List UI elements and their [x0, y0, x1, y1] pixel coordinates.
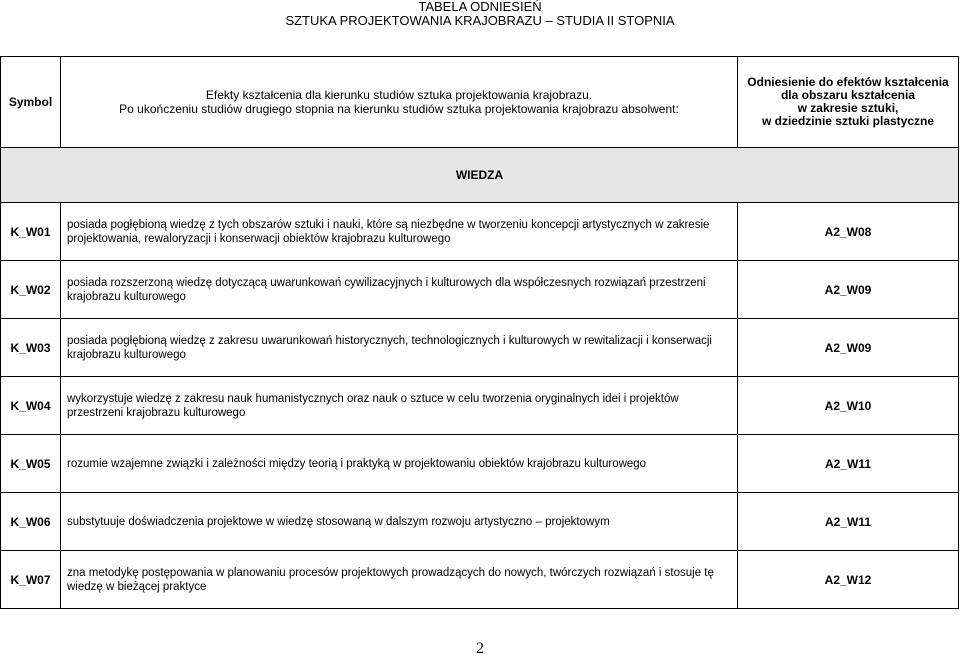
document-title: TABELA ODNIESIEŃ — [418, 0, 542, 14]
header-reference-line: Odniesienie do efektów kształcenia — [747, 75, 949, 89]
row-reference: A2_W10 — [738, 377, 959, 435]
row-reference: A2_W09 — [738, 261, 959, 319]
table-row — [1, 319, 959, 377]
header-effects — [61, 57, 738, 148]
section-row — [1, 148, 959, 203]
document-subtitle: SZTUKA PROJEKTOWANIA KRAJOBRAZU – STUDIA II STOPNIA — [285, 13, 675, 28]
row-symbol: K_W01 — [1, 203, 61, 261]
header-symbol: Symbol — [1, 57, 61, 148]
table-header-row — [1, 57, 959, 148]
table-row — [1, 551, 959, 609]
table-row — [1, 435, 959, 493]
table-row — [1, 493, 959, 551]
page-title — [0, 0, 960, 28]
row-description: posiada pogłębioną wiedzę z zakresu uwarunkowań historycznych, technologicznych i kulturowych w rewitalizacji i konserwacji krajobrazu kulturowego — [61, 319, 738, 377]
header-reference-line: w zakresie sztuki, — [797, 101, 899, 115]
row-reference: A2_W09 — [738, 319, 959, 377]
section-label: WIEDZA — [1, 148, 959, 203]
row-reference: A2_W12 — [738, 551, 959, 609]
row-description: substytuuje doświadczenia projektowe w wiedzę stosowaną w dalszym rozwoju artystyczno – projektowym — [61, 493, 738, 551]
row-description: wykorzystuje wiedzę z zakresu nauk humanistycznych oraz nauk o sztuce w celu tworzenia oryginalnych idei i projektów przestrzeni krajobrazu kulturowego — [61, 377, 738, 435]
row-reference: A2_W11 — [738, 435, 959, 493]
row-symbol: K_W04 — [1, 377, 61, 435]
row-reference: A2_W11 — [738, 493, 959, 551]
row-description: posiada pogłębioną wiedzę z tych obszarów sztuki i nauki, które są niezbędne w tworzeniu koncepcji artystycznych w zakresie projektowania, rewaloryzacji i konserwacji obiektów krajobrazu kulturowego — [61, 203, 738, 261]
table-row — [1, 261, 959, 319]
header-reference-line: w dziedzinie sztuki plastyczne — [761, 114, 935, 128]
row-symbol: K_W02 — [1, 261, 61, 319]
row-description: posiada rozszerzoną wiedzę dotyczącą uwarunkowań cywilizacyjnych i kulturowych dla współczesnych rozwiązań przestrzeni krajobrazu kulturowego — [61, 261, 738, 319]
row-description: zna metodykę postępowania w planowaniu procesów projektowych prowadzących do nowych, twórczych rozwiązań i stosuje tę wiedzę w bieżącej praktyce — [61, 551, 738, 609]
row-reference: A2_W08 — [738, 203, 959, 261]
table-row — [1, 377, 959, 435]
row-symbol: K_W03 — [1, 319, 61, 377]
table-row — [1, 203, 959, 261]
row-symbol: K_W06 — [1, 493, 61, 551]
header-effects-line2: Po ukończeniu studiów drugiego stopnia na kierunku studiów sztuka projektowania krajobrazu absolwent: — [119, 102, 679, 116]
header-reference — [738, 57, 959, 148]
row-description: rozumie wzajemne związki i zależności między teorią i praktyką w projektowaniu obiektów krajobrazu kulturowego — [61, 435, 738, 493]
reference-table — [0, 56, 959, 609]
header-effects-line1: Efekty kształcenia dla kierunku studiów sztuka projektowania krajobrazu. — [205, 88, 593, 102]
header-reference-line: dla obszaru kształcenia — [780, 88, 916, 102]
row-symbol: K_W05 — [1, 435, 61, 493]
row-symbol: K_W07 — [1, 551, 61, 609]
page-number: 2 — [476, 640, 484, 657]
